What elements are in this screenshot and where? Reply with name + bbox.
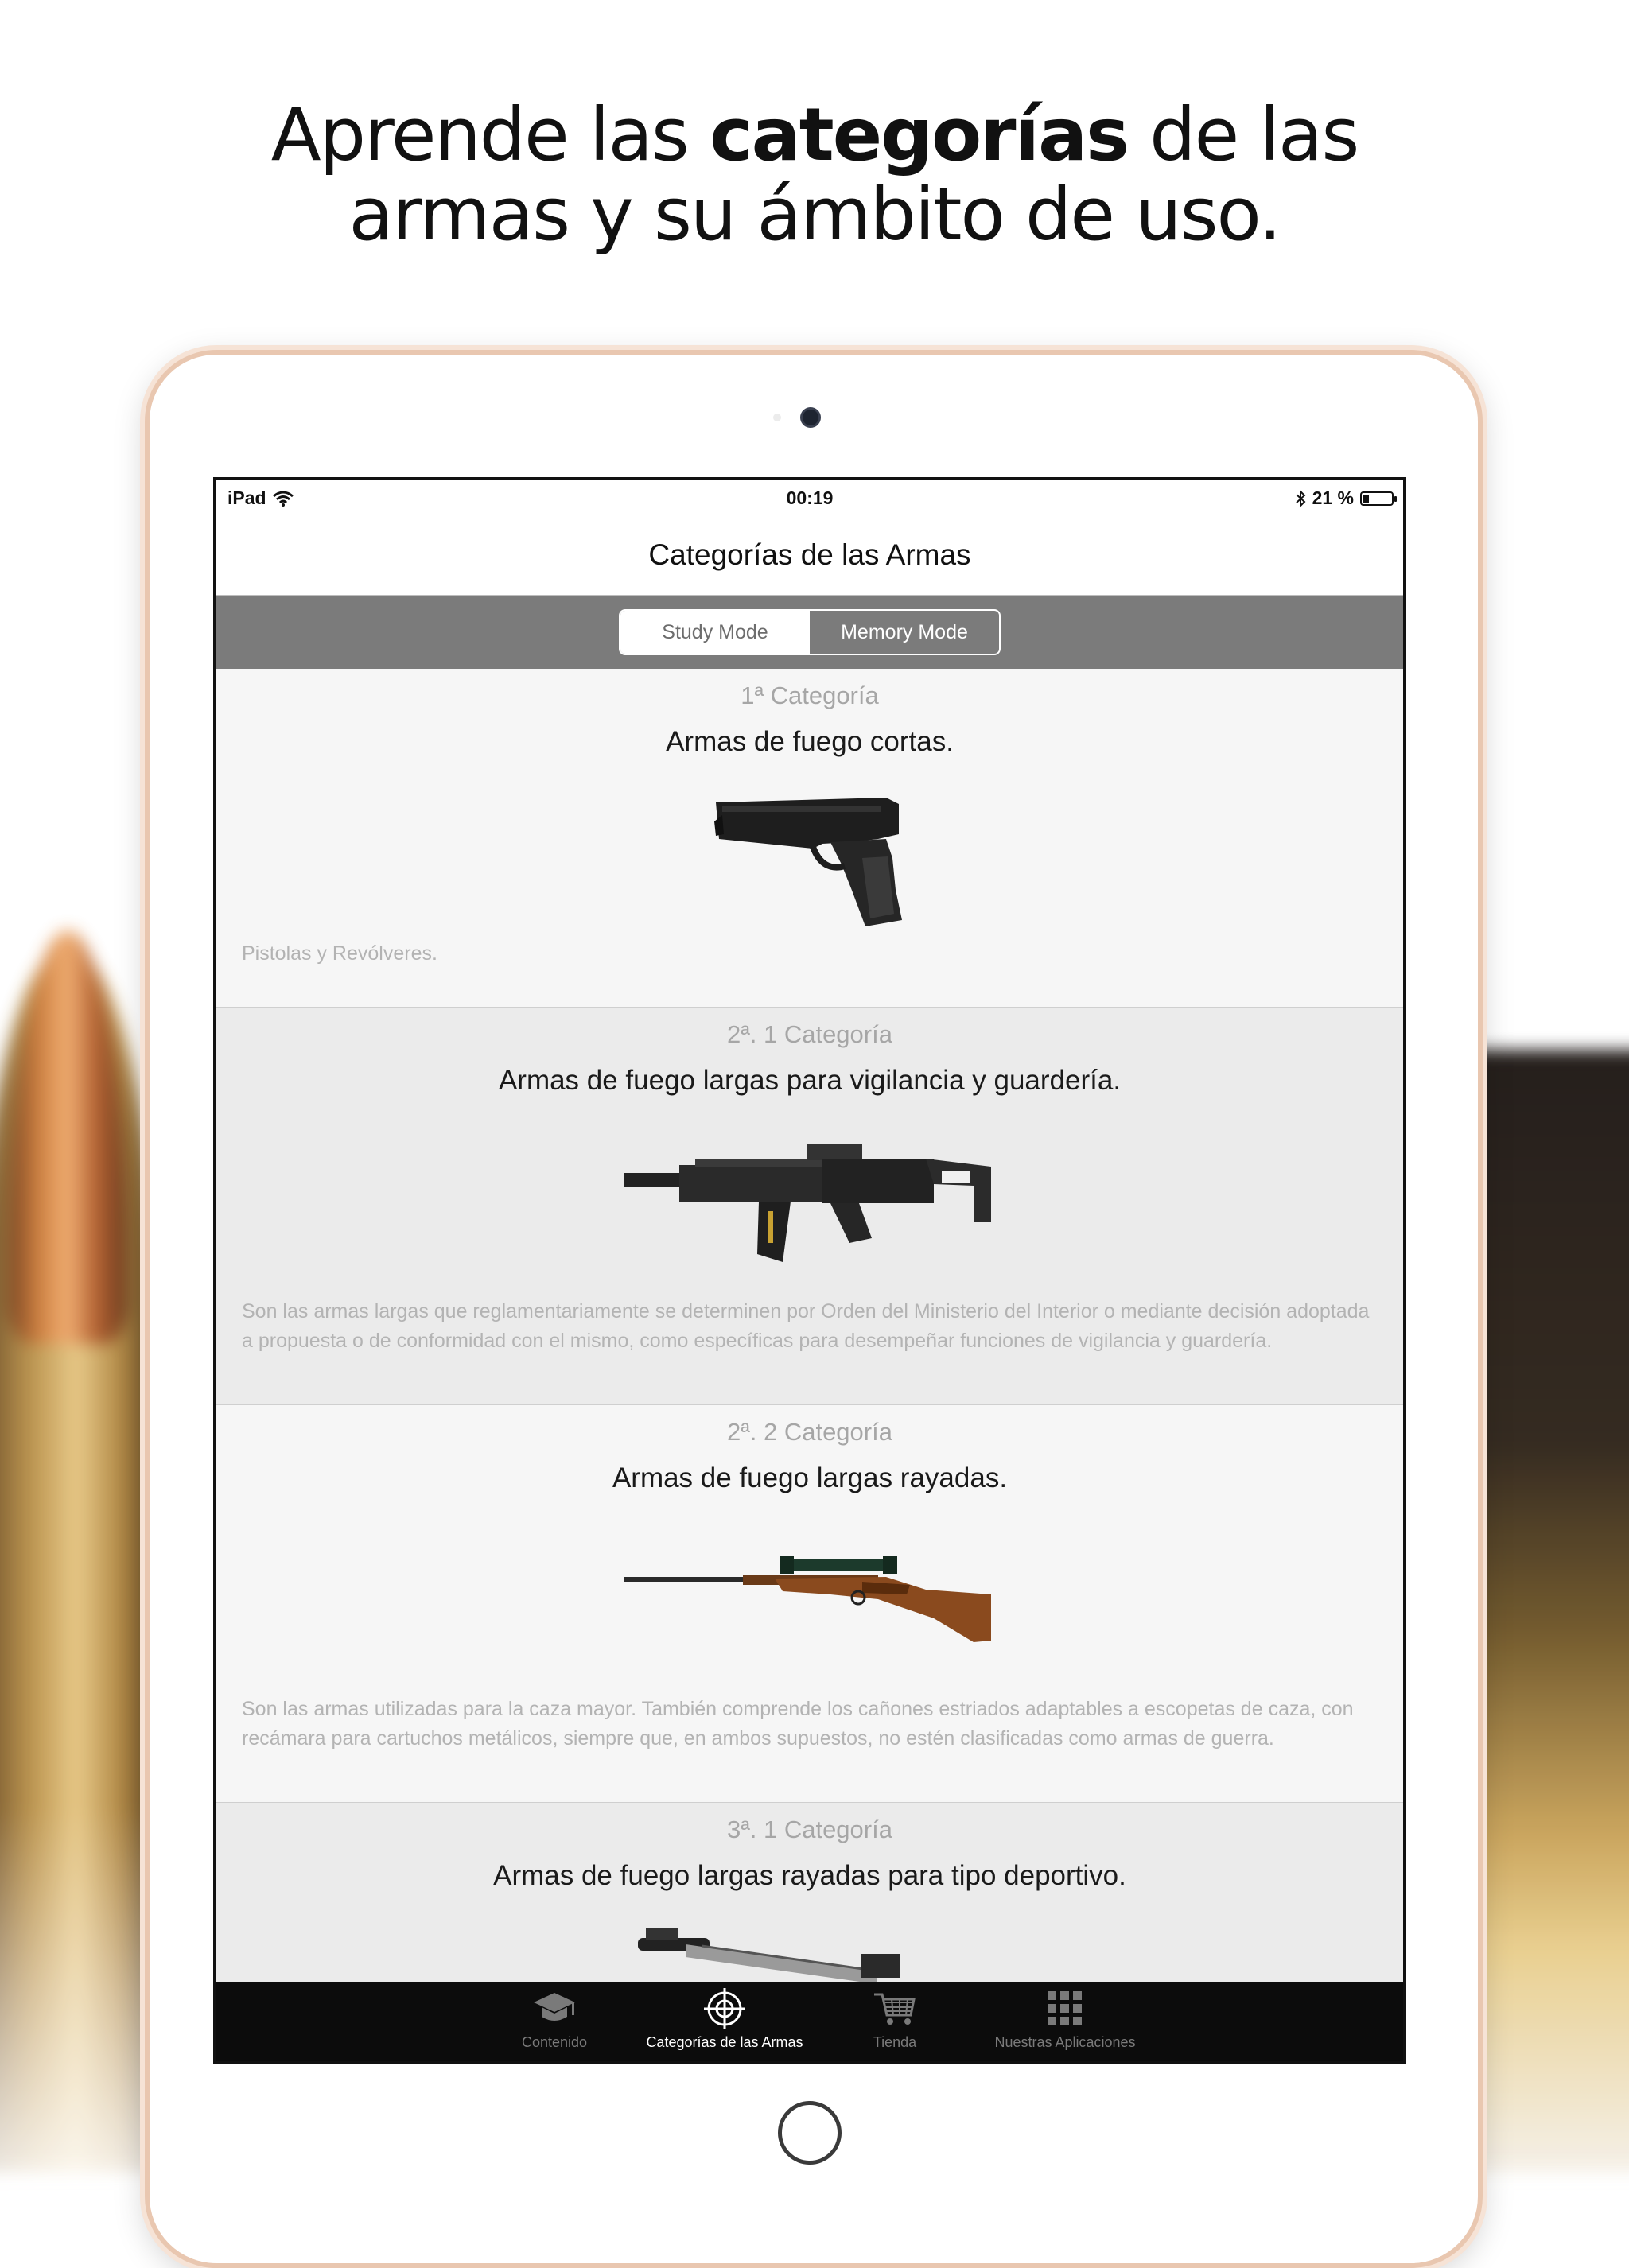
battery-percent: 21 % (1312, 487, 1354, 508)
crosshair-icon (702, 1986, 747, 2031)
category-description: Son las armas largas que reglamentariamente se determinen por Orden del Ministerio del Interior o mediante decisión adoptada a propuesta o de conformidad con el mismo, como específicas para desempeñar funciones de vigilancia y guardería. (242, 1300, 1370, 1352)
tab-label: Nuestras Aplicaciones (994, 2034, 1136, 2050)
category-title: Armas de fuego largas para vigilancia y guardería. (498, 1065, 1122, 1096)
list-item[interactable] (216, 1008, 1403, 1405)
mode-segmented-control (619, 609, 1001, 655)
category-label: 2ª. 2 Categoría (727, 1418, 892, 1446)
status-bar (216, 480, 1403, 515)
bullet-decoration-right (1464, 1050, 1629, 2173)
navigation-bar (216, 515, 1403, 596)
category-title: Armas de fuego cortas. (666, 726, 954, 757)
category-label: 2ª. 1 Categoría (727, 1020, 892, 1048)
bluetooth-icon (1295, 490, 1306, 507)
list-item[interactable] (216, 1405, 1403, 1803)
tab-label: Categorías de las Armas (646, 2034, 803, 2050)
headline-text: Aprende las (270, 92, 710, 177)
memory-mode-segment[interactable]: Memory Mode (841, 620, 968, 643)
study-mode-segment[interactable]: Study Mode (620, 611, 810, 654)
tab-bar (216, 1982, 1403, 2061)
assault-rifle-image (624, 1135, 993, 1270)
front-camera (803, 410, 818, 425)
category-label: 1ª Categoría (741, 682, 879, 709)
category-description: Pistolas y Revólveres. (242, 942, 437, 965)
pistol-image (711, 786, 912, 930)
front-sensor (773, 414, 781, 421)
category-title: Armas de fuego largas rayadas para tipo deportivo. (493, 1860, 1126, 1891)
home-button[interactable] (778, 2101, 842, 2165)
mode-toolbar (216, 596, 1403, 669)
category-description: Son las armas utilizadas para la caza mayor. También comprende los cañones estriados adaptables a escopetas de caza, con recámara para cartuchos metálicos, siempre que, en ambos supuestos, no estén clasificadas como armas de guerra. (242, 1698, 1354, 1750)
tab-label: Tienda (873, 2034, 917, 2050)
hunting-rifle-image (624, 1553, 993, 1649)
category-title: Armas de fuego largas rayadas. (612, 1462, 1008, 1493)
headline-line-1 (0, 92, 1629, 177)
tab-label: Contenido (521, 2034, 588, 2050)
page-title: Categorías de las Armas (648, 538, 971, 571)
category-label: 3ª. 1 Categoría (727, 1816, 892, 1843)
battery-fill (1363, 495, 1369, 503)
apps-grid-icon (1043, 1986, 1087, 2031)
carrier-label: iPad (227, 487, 266, 508)
shopping-cart-icon (873, 1986, 917, 2031)
tab-contenido[interactable] (469, 1982, 640, 2061)
headline-line-2: armas y su ámbito de uso. (348, 172, 1281, 257)
battery-icon (1360, 491, 1394, 506)
app-screen (213, 477, 1406, 2064)
list-item[interactable] (216, 669, 1403, 1008)
promo-headline (0, 92, 1629, 257)
headline-bold-text: categorías (710, 92, 1128, 177)
headline-text: de las (1127, 92, 1359, 177)
bullet-decoration-left (0, 946, 159, 2173)
status-time: 00:19 (786, 487, 834, 508)
category-list (216, 669, 1403, 2041)
tab-tienda[interactable] (810, 1982, 980, 2061)
graduation-cap-icon (532, 1986, 577, 2031)
tab-categorias[interactable] (640, 1982, 810, 2061)
tab-aplicaciones[interactable] (980, 1982, 1150, 2061)
